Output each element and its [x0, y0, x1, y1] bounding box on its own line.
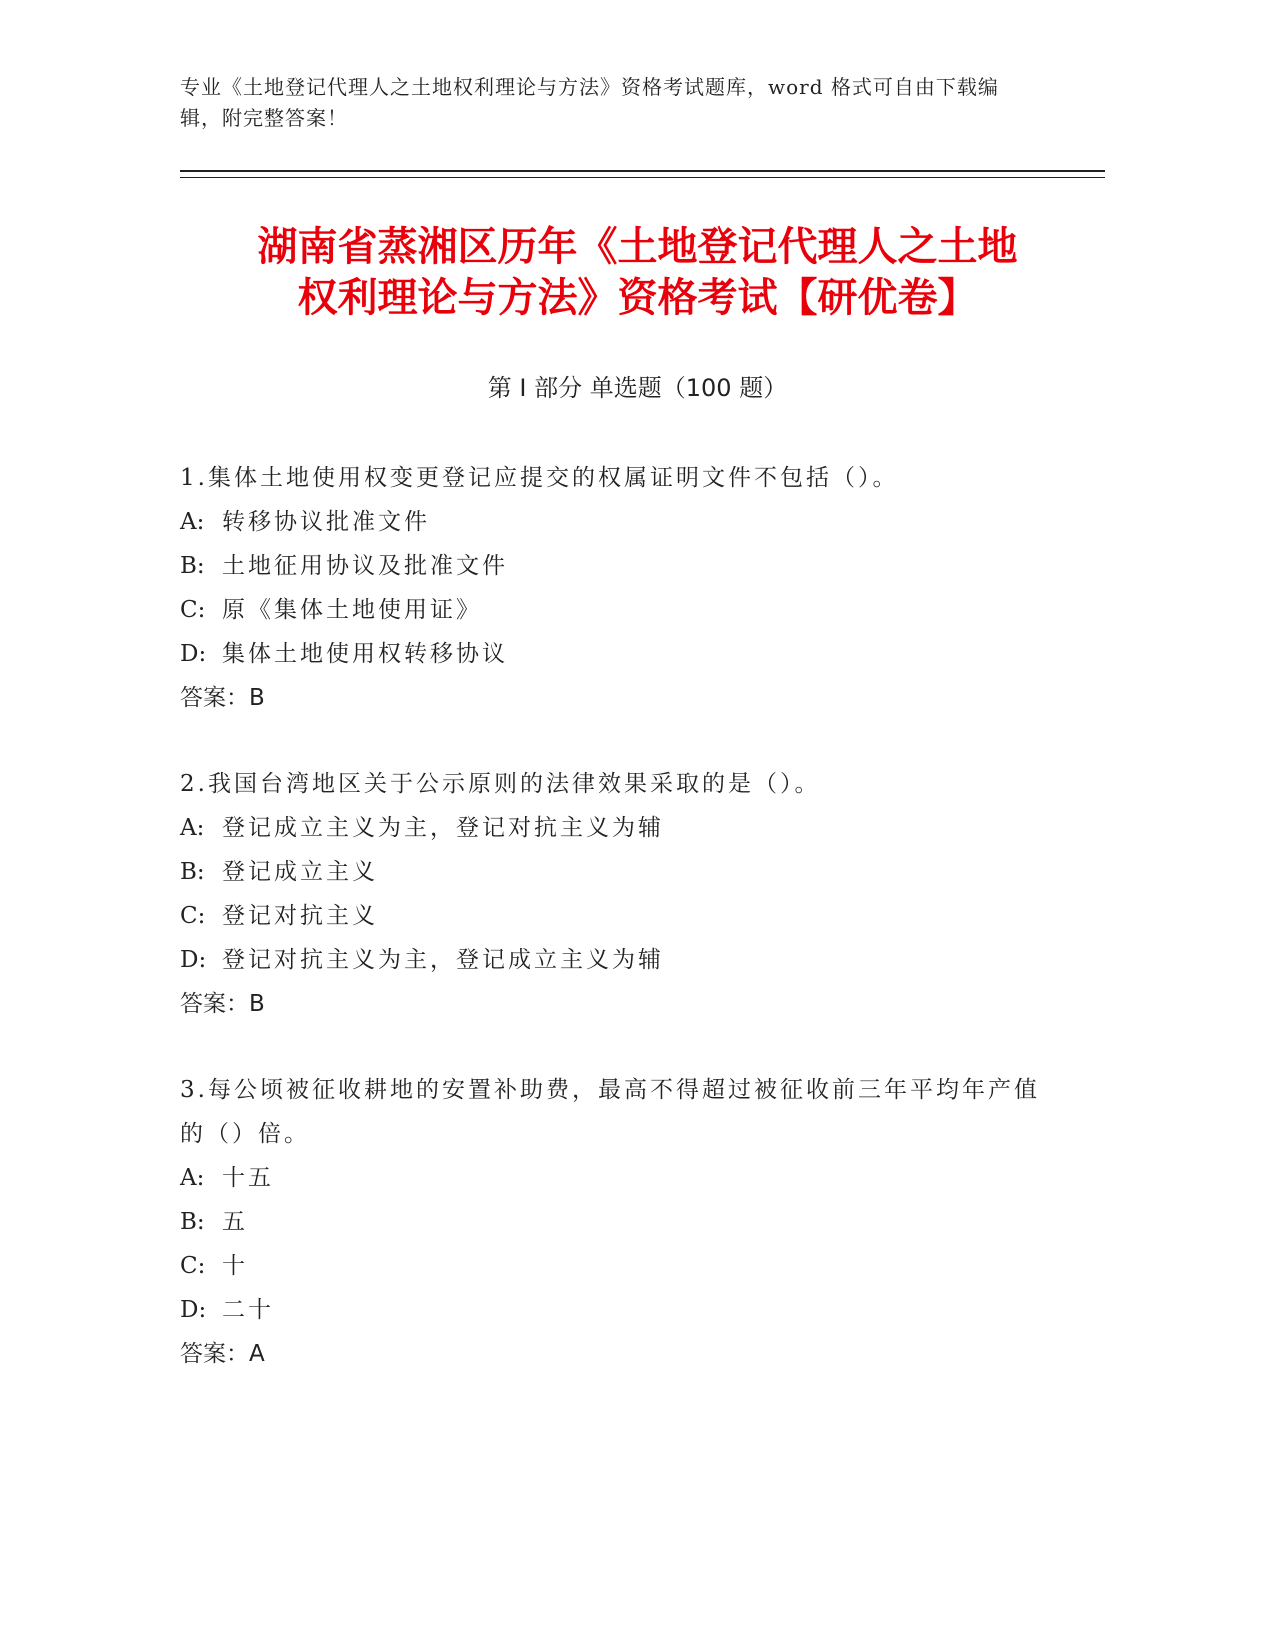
option-key: A:: [180, 509, 205, 535]
answer: 答案：A: [180, 1341, 265, 1367]
option-key: A:: [180, 815, 205, 841]
option-key: B:: [180, 859, 205, 885]
option-a: [180, 1156, 1060, 1200]
option-text: 登记成立主义: [222, 859, 378, 885]
option-b: [180, 850, 1060, 894]
option-text: 土地征用协议及批准文件: [222, 553, 508, 579]
document-title-line-2: 权利理论与方法》资格考试【研优卷】: [297, 275, 978, 321]
option-c: [180, 588, 1060, 632]
option-d: [180, 938, 1060, 982]
question-list: [180, 456, 1060, 1418]
option-key: A:: [180, 1165, 205, 1191]
option-text: 登记对抗主义为主，登记成立主义为辅: [222, 947, 664, 973]
option-key: C:: [180, 903, 206, 929]
option-d: [180, 1288, 1060, 1332]
option-c: [180, 894, 1060, 938]
option-text: 二十: [222, 1297, 274, 1323]
option-text: 登记成立主义为主，登记对抗主义为辅: [222, 815, 664, 841]
option-key: B:: [180, 1209, 205, 1235]
header-rule-thick: [180, 170, 1105, 172]
option-key: C:: [180, 1253, 206, 1279]
option-text: 转移协议批准文件: [222, 509, 430, 535]
section-title: 第 I 部分 单选题（100 题）: [487, 374, 788, 402]
option-key: D:: [180, 641, 207, 667]
option-d: [180, 632, 1060, 676]
header-note: 专业《土地登记代理人之土地权利理论与方法》资格考试题库，word 格式可自由下载编辑，附完整答案！: [180, 75, 999, 130]
question-stem: 2.我国台湾地区关于公示原则的法律效果采取的是（）。: [180, 771, 821, 797]
option-text: 原《集体土地使用证》: [222, 597, 482, 623]
option-key: D:: [180, 947, 207, 973]
question-3: [180, 1068, 1060, 1376]
option-a: [180, 806, 1060, 850]
option-text: 五: [222, 1209, 248, 1235]
answer: 答案：B: [180, 685, 265, 711]
option-b: [180, 1200, 1060, 1244]
question-stem: 1.集体土地使用权变更登记应提交的权属证明文件不包括（）。: [180, 465, 899, 491]
option-key: C:: [180, 597, 206, 623]
option-text: 十: [222, 1253, 248, 1279]
option-b: [180, 544, 1060, 588]
option-text: 登记对抗主义: [222, 903, 378, 929]
question-2: [180, 762, 1060, 1026]
question-stem: 3.每公顷被征收耕地的安置补助费，最高不得超过被征收前三年平均年产值的（）倍。: [180, 1077, 1040, 1147]
document-title-line-1: 湖南省蒸湘区历年《土地登记代理人之土地: [257, 224, 1018, 270]
document-title: [150, 222, 1125, 324]
header-rule-thin: [180, 177, 1105, 178]
option-text: 集体土地使用权转移协议: [222, 641, 508, 667]
option-key: D:: [180, 1297, 207, 1323]
question-1: [180, 456, 1060, 720]
option-text: 十五: [222, 1165, 274, 1191]
answer: 答案：B: [180, 991, 265, 1017]
option-c: [180, 1244, 1060, 1288]
option-key: B:: [180, 553, 205, 579]
option-a: [180, 500, 1060, 544]
